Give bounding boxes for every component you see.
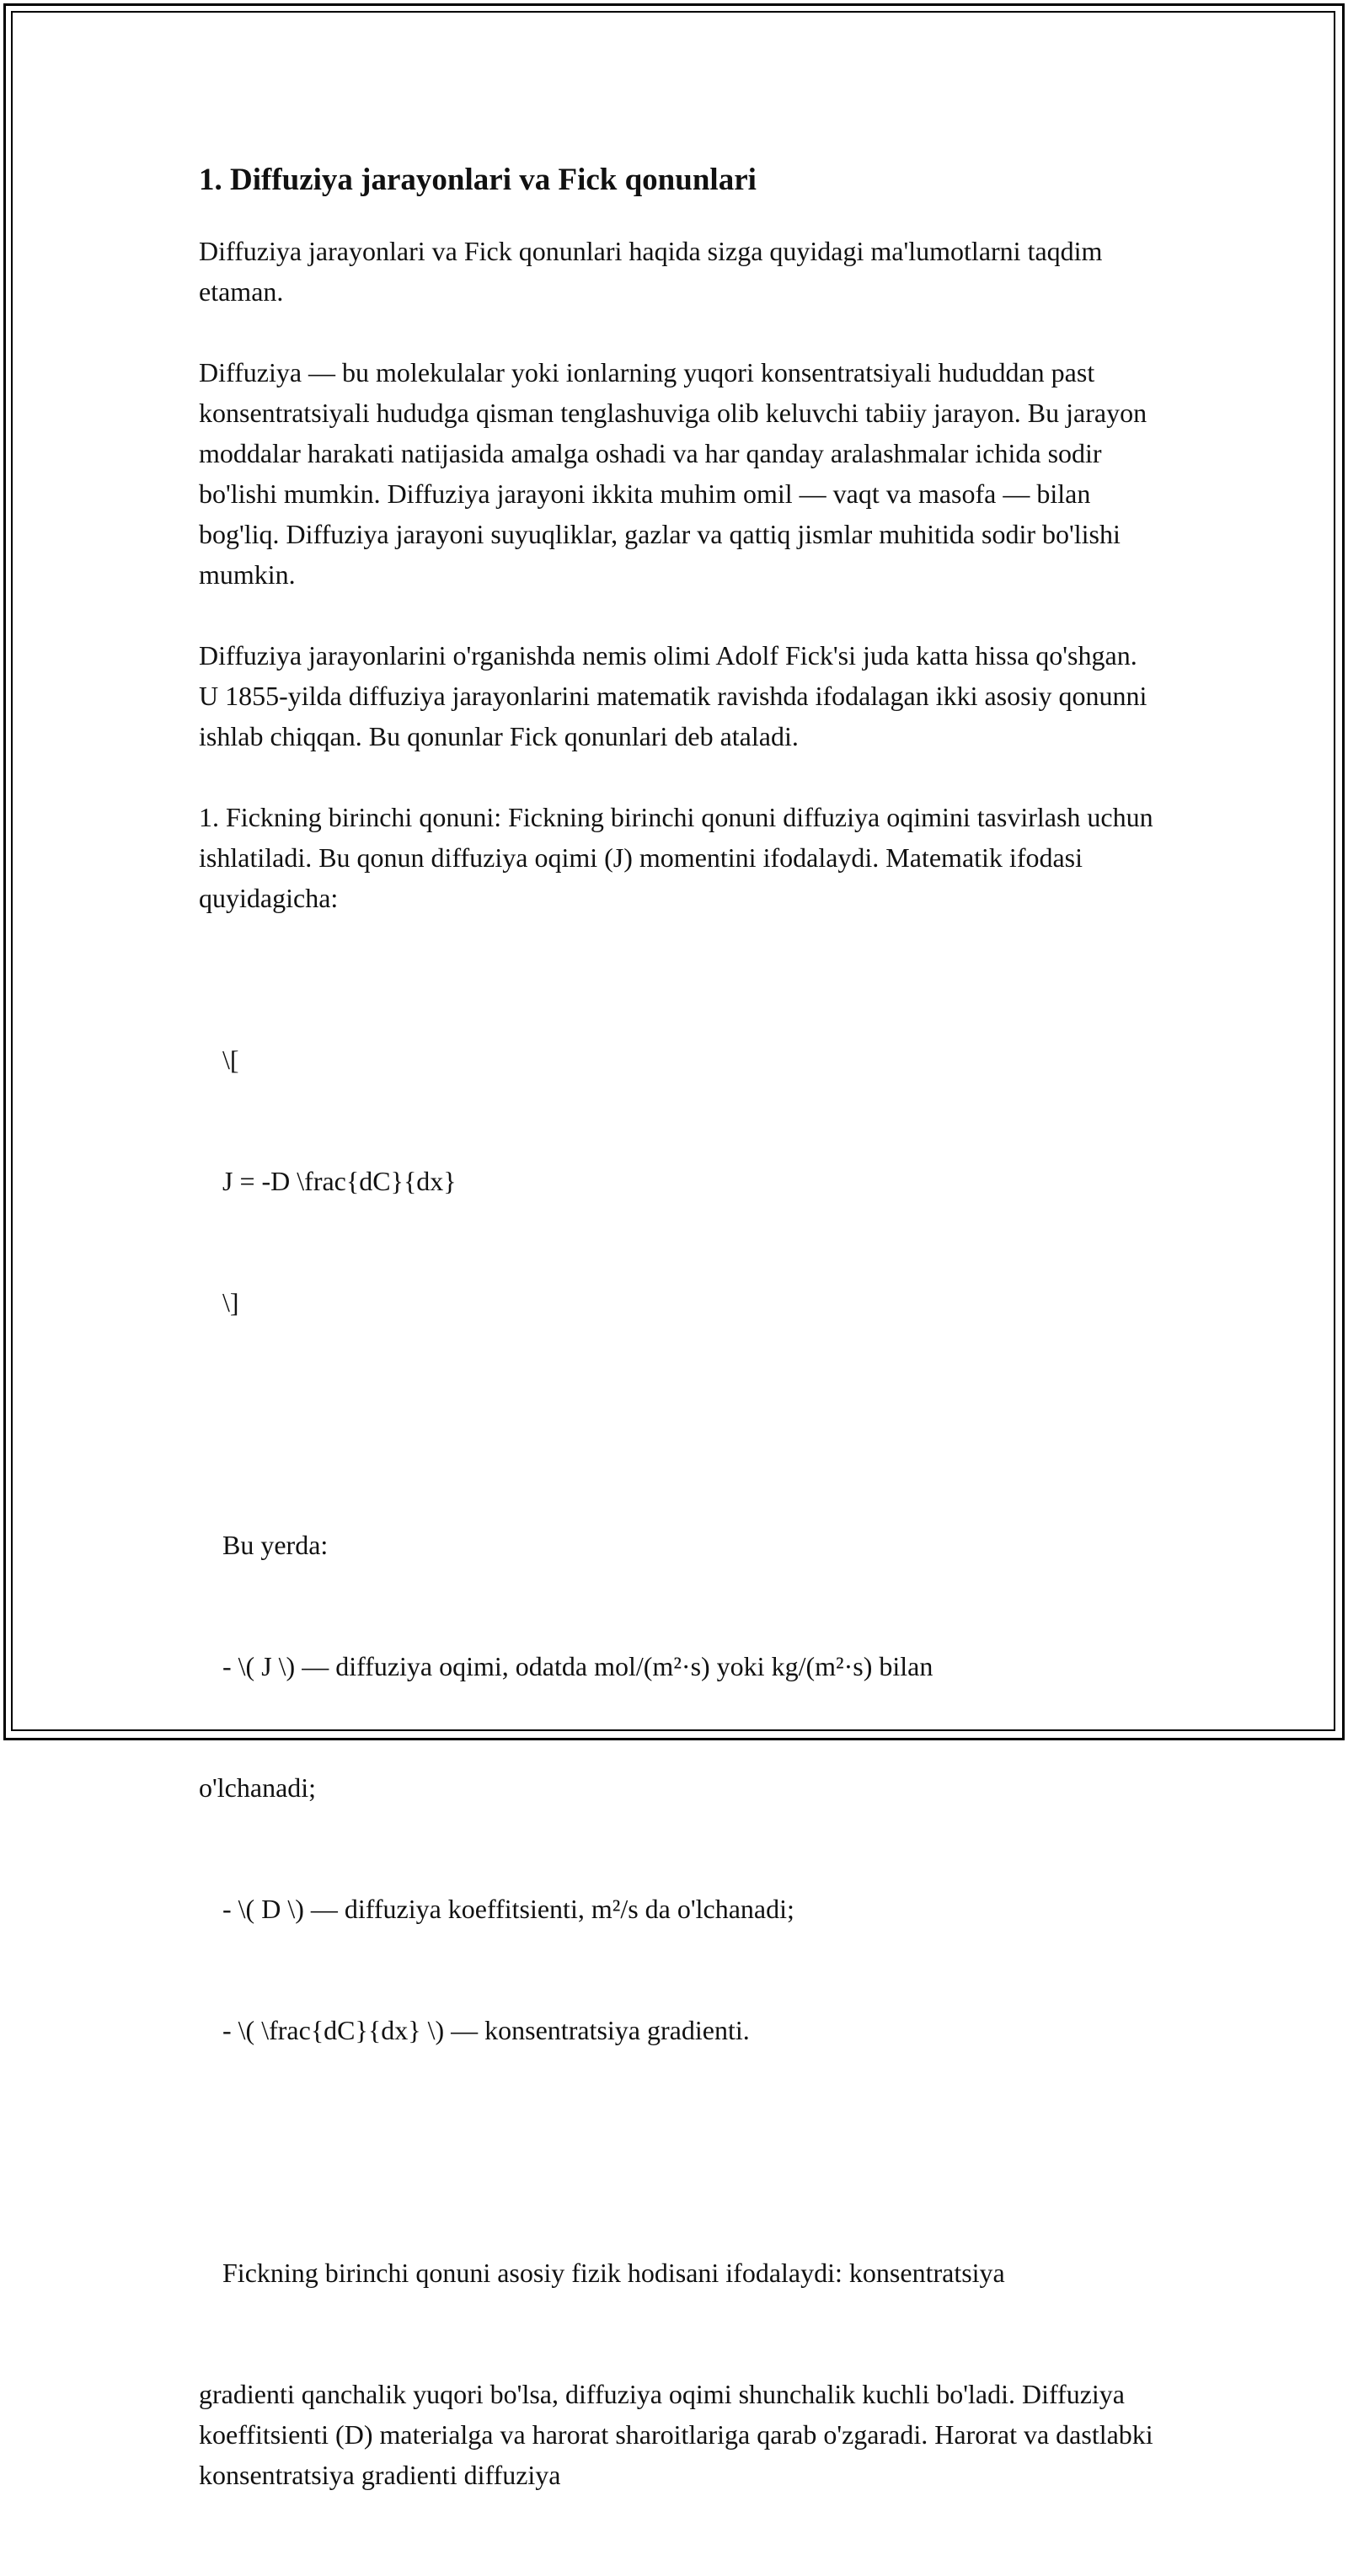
intro-paragraph: Diffuziya jarayonlari va Fick qonunlari haqida sizga quyidagi ma'lumotlarni taqdim etaman. [199,236,1110,307]
first-law-explanation-paragraph [199,2172,1159,2576]
paragraph-gap [199,1403,1159,1444]
paragraph-gap [199,312,1159,352]
first-law-intro-paragraph: 1. Fickning birinchi qonuni: Fickning birinchi qonuni diffuziya oqimini tasvirlash uchun ishlatiladi. Bu qonun diffuziya oqimi (J) momentini ifodalaydi. Matematik ifodasi quyidagicha: [199,802,1160,913]
formula-block [199,959,1159,1403]
document-body [199,160,1159,2576]
formula-open-delimiter: \[ [222,1045,239,1075]
definition-j-continuation: o'lchanadi; [199,1772,317,1803]
section-heading: 1. Diffuziya jarayonlari va Fick qonunlari [199,163,757,197]
fick-history-paragraph: Diffuziya jarayonlarini o'rganishda nemis olimi Adolf Fick'si juda katta hissa qo'shgan. U 1855-yilda diffuziya jarayonlarini matematik ravishda ifodalagan ikki asosiy qonunni ishlab chiqqan. Bu qonunlar Fick qonunlari deb ataladi. [199,640,1154,751]
where-label: Bu yerda: [222,1530,329,1560]
definitions-block [199,1444,1159,2131]
definition-gradient-line: - \( \frac{dC}{dx} \) — konsentratsiya gradienti. [222,2015,750,2045]
definition-j-line: - \( J \) — diffuziya oqimi, odatda mol/(m²·s) yoki kg/(m²·s) bilan [222,1651,933,1681]
diffusion-definition-paragraph: Diffuziya — bu molekulalar yoki ionlarning yuqori konsentratsiyali hududdan past konsentratsiyali hududga qisman tenglashuviga olib keluvchi tabiiy jarayon. Bu jarayon moddalar harakati natijasida amalga oshadi va har qanday aralashmalar ichida sodir bo'lishi mumkin. Diffuziya jarayoni ikkita muhim omil — vaqt va masofa — bilan bog'liq. Diffuziya jarayoni suyuqliklar, gazlar va qattiq jismlar muhitida sodir bo'lishi mumkin. [199,357,1154,590]
explanation-first-line: Fickning birinchi qonuni asosiy fizik hodisani ifodalaydi: konsentratsiya [222,2258,1005,2288]
paragraph-gap [199,595,1159,635]
formula-close-delimiter: \] [222,1287,239,1317]
formula-expression: J = -D \frac{dC}{dx} [222,1166,457,1196]
paragraph-gap [199,2131,1159,2172]
paragraph-gap [199,918,1159,959]
definition-d-line: - \( D \) — diffuziya koeffitsienti, m²/s da o'lchanadi; [222,1894,794,1924]
explanation-remaining-text: gradienti qanchalik yuqori bo'lsa, diffuziya oqimi shunchalik kuchli bo'ladi. Diffuziya koeffitsienti (D) materialga va harorat sharoitlariga qarab o'zgaradi. Harorat va dastlabki konsentratsiya gradienti diffuziya [199,2379,1160,2490]
paragraph-gap [199,756,1159,797]
